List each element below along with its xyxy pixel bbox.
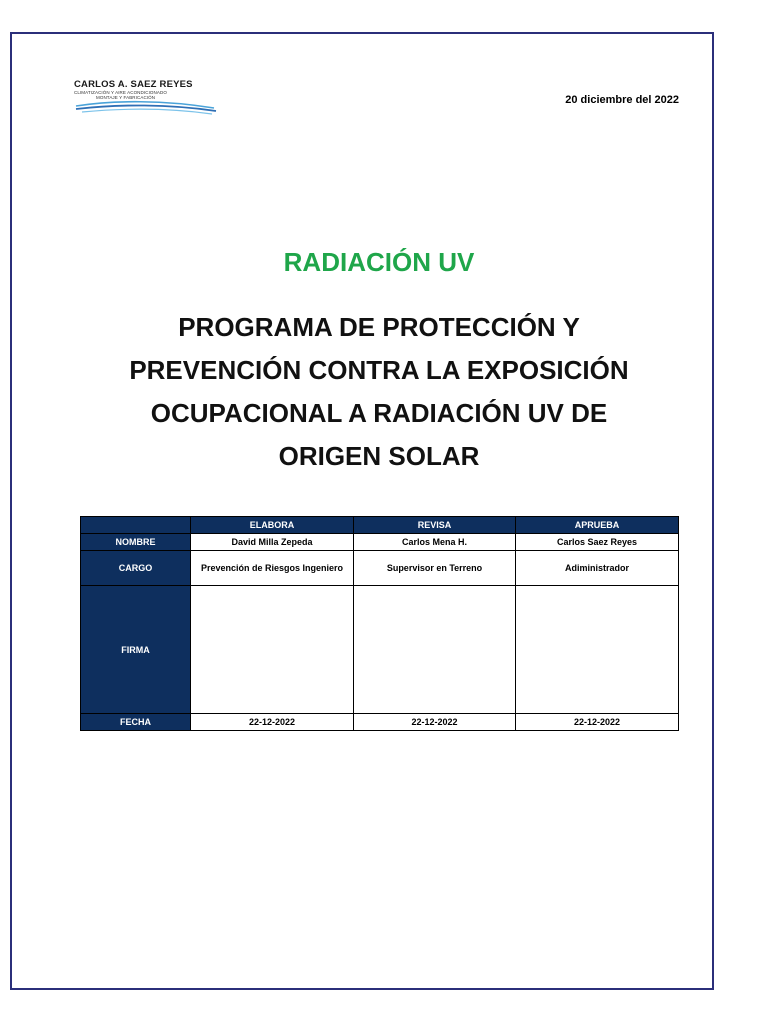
column-header-revisa: REVISA <box>354 517 516 534</box>
column-header-elabora: ELABORA <box>191 517 354 534</box>
approval-table <box>80 516 679 731</box>
logo-wave-icon <box>74 97 219 117</box>
firma-revisa <box>354 586 516 714</box>
column-header-aprueba: APRUEBA <box>516 517 679 534</box>
logo-tagline-2: MONTAJE Y FABRICACIÓN <box>96 95 156 100</box>
fecha-aprueba: 22-12-2022 <box>516 714 679 731</box>
table-row-fecha <box>81 714 679 731</box>
row-label-fecha: FECHA <box>81 714 191 731</box>
cargo-elabora: Prevención de Riesgos Ingeniero <box>191 551 354 586</box>
table-row-cargo <box>81 551 679 586</box>
row-label-firma: FIRMA <box>81 586 191 714</box>
table-row-nombre <box>81 534 679 551</box>
page-border <box>10 32 714 990</box>
table-header-row <box>81 517 679 534</box>
fecha-elabora: 22-12-2022 <box>191 714 354 731</box>
row-label-nombre: NOMBRE <box>81 534 191 551</box>
firma-elabora <box>191 586 354 714</box>
table-row-firma <box>81 586 679 714</box>
logo-tagline-1: CLIMATIZACIÓN Y AIRE ACONDICIONADO <box>74 90 167 95</box>
row-label-cargo: CARGO <box>81 551 191 586</box>
nombre-elabora: David Milla Zepeda <box>191 534 354 551</box>
company-logo <box>74 79 219 119</box>
cargo-aprueba: Adiministrador <box>516 551 679 586</box>
fecha-revisa: 22-12-2022 <box>354 714 516 731</box>
document-title: RADIACIÓN UV <box>283 247 475 277</box>
header-corner-cell <box>81 517 191 534</box>
document-date: 20 diciembre del 2022 <box>565 94 679 106</box>
document-subtitle: PROGRAMA DE PROTECCIÓN Y PREVENCIÓN CONTRA LA EXPOSICIÓN OCUPACIONAL A RADIACIÓN UV DE ORIGEN SOLAR <box>129 312 629 471</box>
firma-aprueba <box>516 586 679 714</box>
cargo-revisa: Supervisor en Terreno <box>354 551 516 586</box>
logo-company-name: CARLOS A. SAEZ REYES <box>74 79 193 90</box>
nombre-revisa: Carlos Mena H. <box>354 534 516 551</box>
nombre-aprueba: Carlos Saez Reyes <box>516 534 679 551</box>
